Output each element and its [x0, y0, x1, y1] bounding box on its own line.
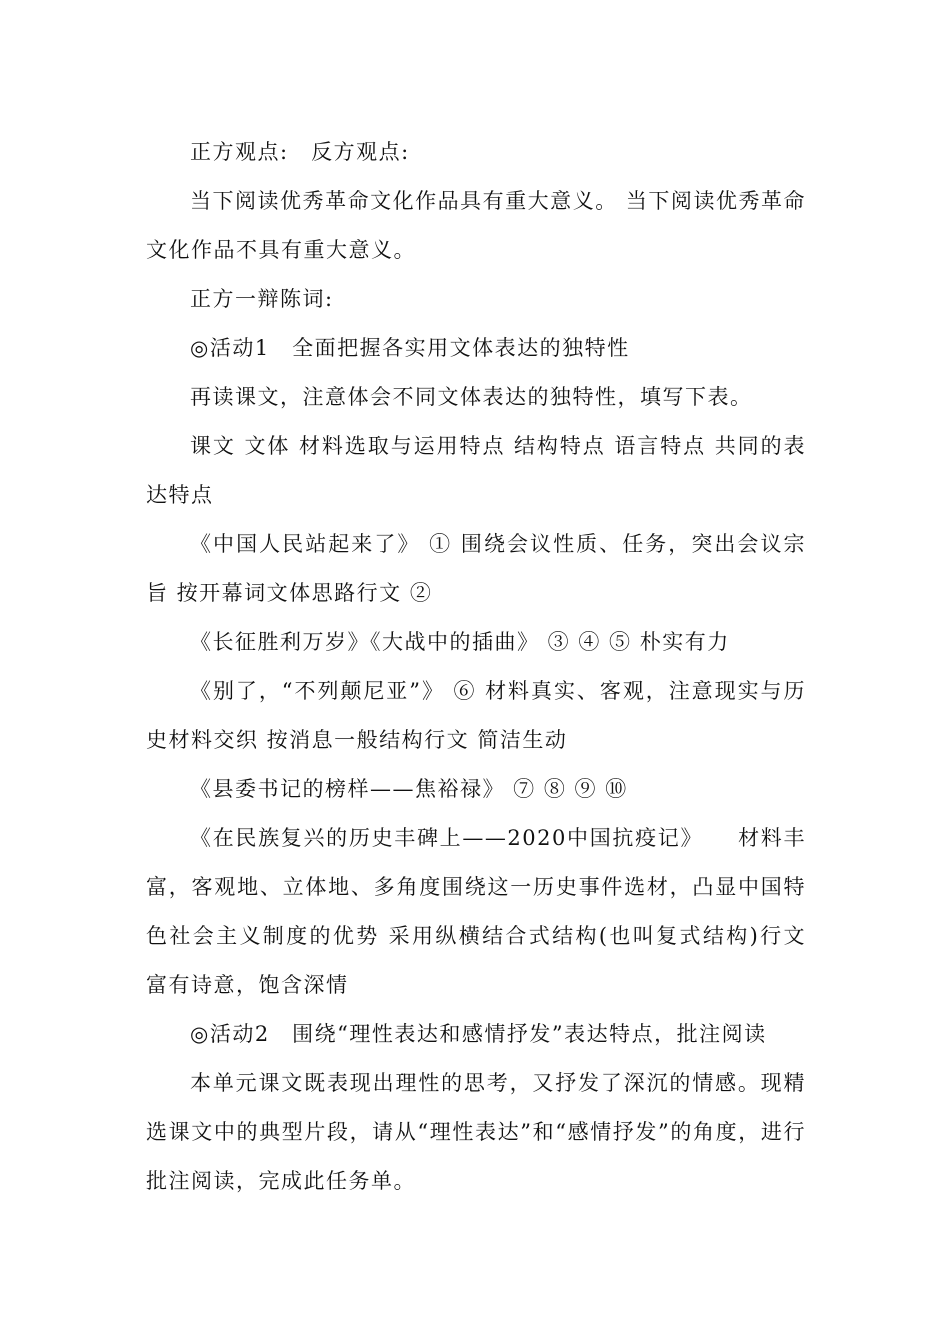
paragraph-table-row-3: 《别了，“不列颠尼亚”》 ⑥ 材料真实、客观，注意现实与历史材料交织 按消息一般结构行文 简洁生动: [146, 679, 806, 752]
document-body: [146, 128, 815, 1206]
paragraph-table-row-1: 《中国人民站起来了》 ① 围绕会议性质、任务，突出会议宗旨 按开幕词文体思路行文 ②: [146, 532, 806, 605]
paragraph-table-row-4: 《县委书记的榜样——焦裕禄》 ⑦ ⑧ ⑨ ⑩: [190, 777, 628, 801]
paragraph-table-header: 课文 文体 材料选取与运用特点 结构特点 语言特点 共同的表达特点: [146, 434, 806, 507]
paragraph-table-row-2: 《长征胜利万岁》《大战中的插曲》 ③ ④ ⑤ 朴实有力: [190, 630, 730, 654]
paragraph-activity-2-instruction: 本单元课文既表现出理性的思考，又抒发了深沉的情感。现精选课文中的典型片段，请从“理性表达”和“感情抒发”的角度，进行批注阅读，完成此任务单。: [146, 1071, 806, 1193]
paragraph-activity-1-heading: ◎活动1 全面把握各实用文体表达的独特性: [190, 336, 630, 360]
paragraph-activity-2-heading: ◎活动2 围绕“理性表达和感情抒发”表达特点，批注阅读: [190, 1022, 767, 1046]
paragraph-viewpoint-statements: 当下阅读优秀革命文化作品具有重大意义。 当下阅读优秀革命文化作品不具有重大意义。: [146, 189, 806, 262]
paragraph-activity-1-instruction: 再读课文，注意体会不同文体表达的独特性，填写下表。: [190, 385, 753, 409]
paragraph-first-debater: 正方一辩陈词:: [190, 287, 334, 311]
paragraph-table-row-5: 《在民族复兴的历史丰碑上——2020中国抗疫记》 材料丰富，客观地、立体地、多角度围绕这一历史事件选材，凸显中国特色社会主义制度的优势 采用纵横结合式结构(也叫复式结构)行文 富有诗意，饱含深情: [146, 826, 815, 997]
paragraph-viewpoints: 正方观点: 反方观点:: [190, 140, 410, 164]
